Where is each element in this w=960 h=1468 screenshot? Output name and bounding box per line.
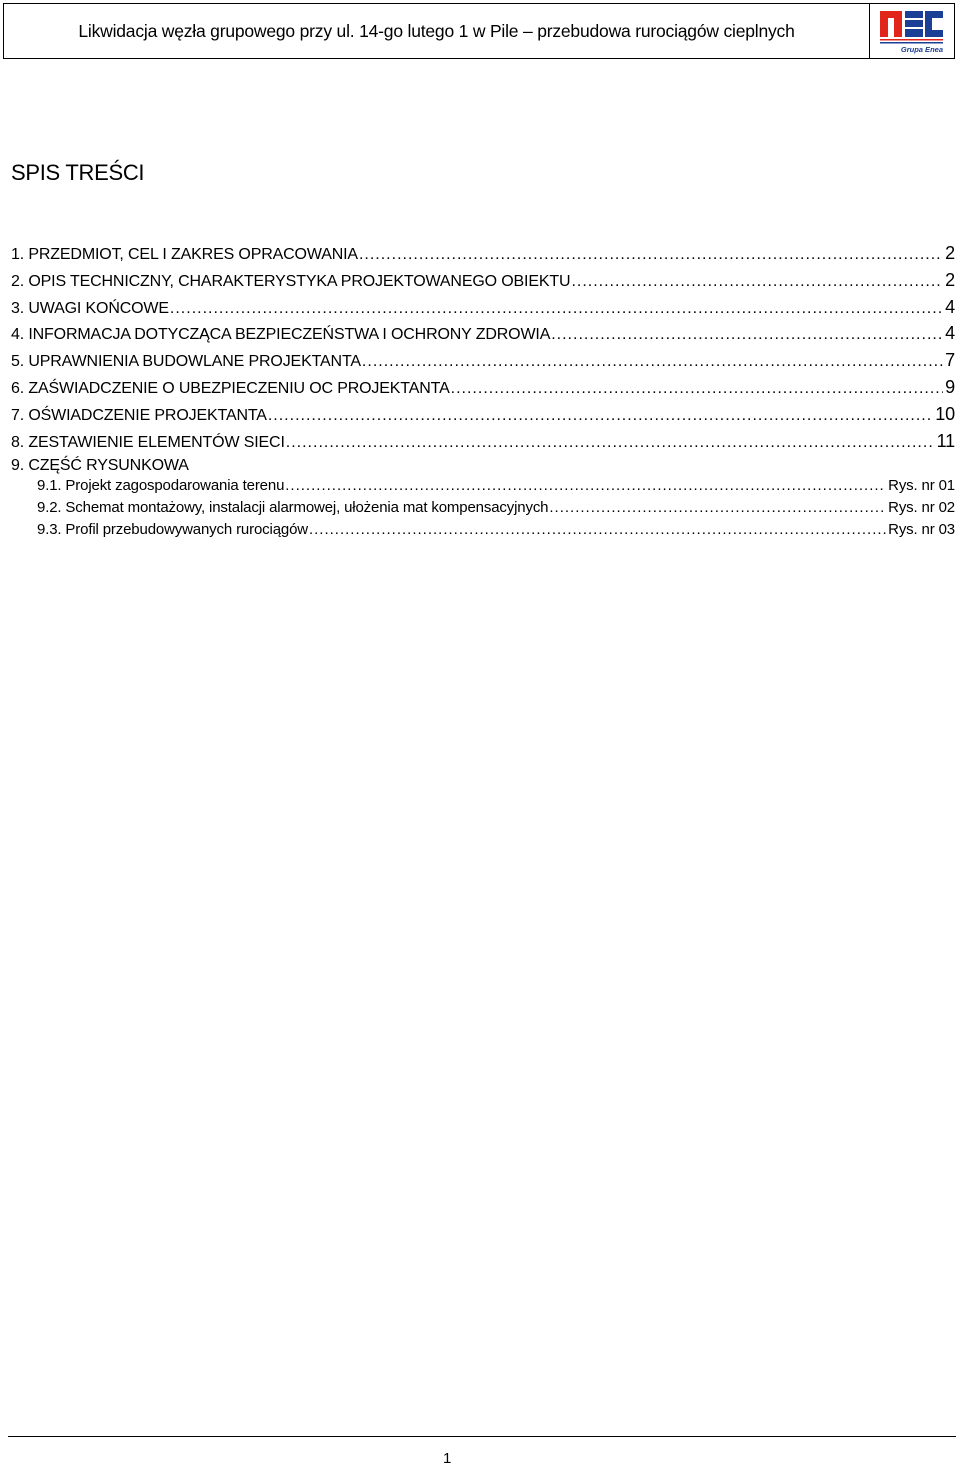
toc-subentry-page: Rys. nr 02 (888, 498, 955, 516)
toc-leader (285, 477, 886, 494)
toc-subentry-9-3[interactable] (11, 521, 955, 543)
toc-heading: SPIS TREŚCI (11, 160, 145, 185)
toc-entry-4[interactable] (11, 323, 955, 350)
toc-subentry-page: Rys. nr 03 (888, 520, 955, 538)
toc-leader (268, 407, 933, 425)
toc-entry-page: 11 (936, 430, 955, 451)
toc-entry-page: 9 (945, 376, 955, 397)
toc-entry-7[interactable] (11, 404, 955, 431)
toc-entry-page: 4 (945, 296, 955, 317)
footer-divider (8, 1436, 956, 1437)
toc-leader (170, 300, 943, 318)
toc-entry-1[interactable] (11, 243, 955, 270)
toc-entry-label: 6. ZAŚWIADCZENIE O UBEZPIECZENIU OC PROJEKTANTA (11, 379, 450, 397)
toc-leader (451, 380, 943, 398)
toc-subentry-page: Rys. nr 01 (888, 477, 955, 495)
toc-leader (362, 353, 943, 371)
toc-subentry-label: 9.3. Profil przebudowywanych rurociągów (37, 520, 308, 538)
toc-entry-page: 7 (945, 350, 955, 371)
toc-entry-label: 8. ZESTAWIENIE ELEMENTÓW SIECI (11, 433, 285, 451)
toc-entry-9[interactable] (11, 457, 955, 477)
toc-entry-page: 2 (945, 269, 955, 290)
toc-subentry-label: 9.2. Schemat montażowy, instalacji alarmowej, ułożenia mat kompensacyjnych (37, 498, 549, 516)
table-of-contents (11, 243, 955, 542)
toc-subentry-label: 9.1. Projekt zagospodarowania terenu (37, 477, 285, 495)
toc-leader (551, 326, 943, 344)
toc-subentry-9-1[interactable] (11, 477, 955, 499)
toc-entry-2[interactable] (11, 270, 955, 297)
company-logo (870, 4, 954, 58)
document-title: Likwidacja węzła grupowego przy ul. 14-go lutego 1 w Pile – przebudowa rurociągów cieplnych (4, 4, 870, 58)
toc-entry-label: 3. UWAGI KOŃCOWE (11, 299, 169, 317)
toc-entry-label: 4. INFORMACJA DOTYCZĄCA BEZPIECZEŃSTWA I OCHRONY ZDROWIA (11, 326, 551, 344)
toc-leader (549, 499, 886, 516)
toc-entry-page: 4 (945, 323, 955, 344)
page-number: 1 (443, 1450, 452, 1467)
toc-entry-3[interactable] (11, 297, 955, 324)
toc-entry-label: 1. PRZEDMIOT, CEL I ZAKRES OPRACOWANIA (11, 246, 358, 263)
toc-subentry-9-2[interactable] (11, 499, 955, 521)
toc-entry-6[interactable] (11, 377, 955, 404)
toc-entry-label: 2. OPIS TECHNICZNY, CHARAKTERYSTYKA PROJEKTOWANEGO OBIEKTU (11, 272, 571, 290)
toc-leader (571, 273, 943, 291)
toc-entry-5[interactable] (11, 350, 955, 377)
toc-entry-8[interactable] (11, 431, 955, 458)
page-header (3, 3, 955, 59)
toc-entry-label: 9. CZĘŚĆ RYSUNKOWA (11, 457, 189, 475)
svg-text:Grupa Enea: Grupa Enea (900, 45, 943, 54)
toc-leader (309, 521, 886, 538)
toc-leader (286, 434, 935, 452)
toc-entry-page: 2 (945, 243, 955, 263)
toc-entry-label: 7. OŚWIADCZENIE PROJEKTANTA (11, 406, 267, 424)
toc-leader (359, 246, 943, 264)
toc-entry-page: 10 (935, 403, 955, 424)
toc-entry-label: 5. UPRAWNIENIA BUDOWLANE PROJEKTANTA (11, 353, 361, 371)
mec-logo-icon (877, 8, 947, 54)
